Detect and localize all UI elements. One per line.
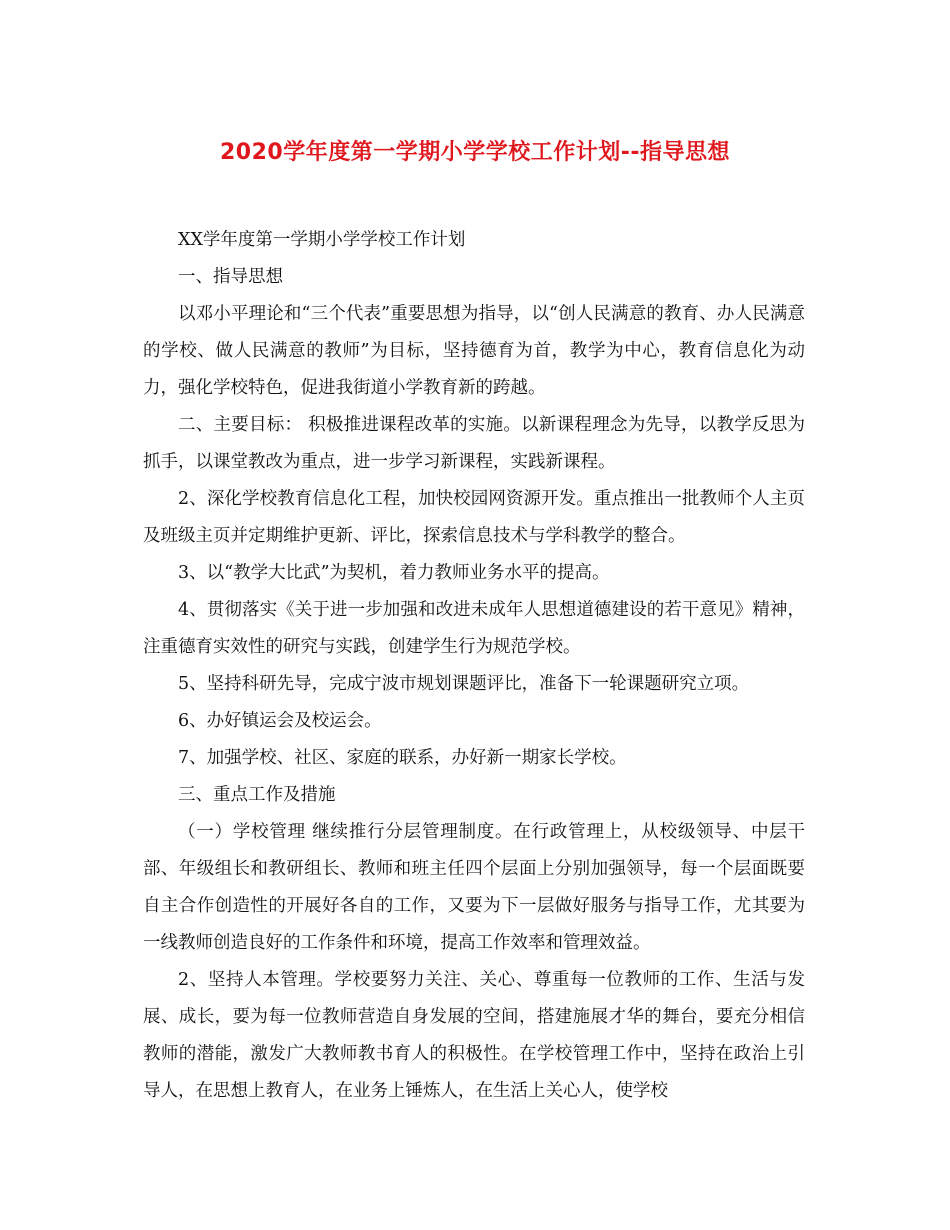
paragraph: 二、主要目标： 积极推进课程改革的实施。以新课程理念为先导，以教学反思为抓手，以课堂教改为重点，进一步学习新课程，实践新课程。 (143, 415, 805, 472)
paragraph: 以邓小平理论和“三个代表”重要思想为指导，以“创人民满意的教育、办人民满意的学校、做人民满意的教师”为目标，坚持德育为首，教学为中心，教育信息化为动力，强化学校特色，促进我街道小学教育新的跨越。 (143, 304, 805, 398)
document-body (143, 222, 805, 1110)
paragraph: （一）学校管理 继续推行分层管理制度。在行政管理上，从校级领导、中层干部、年级组长和教研组长、教师和班主任四个层面上分别加强领导，每一个层面既要自主合作创造性的开展好各自的工作，又要为下一层做好服务与指导工作，尤其要为一线教师创造良好的工作条件和环境，提高工作效率和管理效益。 (143, 822, 805, 953)
paragraph: 6、办好镇运会及校运会。 (178, 711, 382, 731)
paragraph: 2、坚持人本管理。学校要努力关注、关心、尊重每一位教师的工作、生活与发展、成长，要为每一位教师营造自身发展的空间，搭建施展才华的舞台，要充分相信教师的潜能，激发广大教师教书育人的积极性。在学校管理工作中，坚持在政治上引导人，在思想上教育人，在业务上锤炼人，在生活上关心人，使学校 (143, 970, 805, 1101)
paragraph: 5、坚持科研先导，完成宁波市规划课题评比，准备下一轮课题研究立项。 (178, 674, 750, 694)
paragraph: 三、重点工作及措施 (178, 785, 336, 805)
paragraph: XX学年度第一学期小学学校工作计划 (178, 230, 466, 250)
paragraph: 2、深化学校教育信息化工程，加快校园网资源开发。重点推出一批教师个人主页及班级主页并定期维护更新、评比，探索信息技术与学科教学的整合。 (143, 489, 805, 546)
paragraph: 一、指导思想 (178, 267, 283, 287)
paragraph: 4、贯彻落实《关于进一步加强和改进未成年人思想道德建设的若干意见》精神，注重德育实效性的研究与实践，创建学生行为规范学校。 (143, 600, 805, 657)
document-title: 2020学年度第一学期小学学校工作计划--指导思想 (220, 140, 730, 165)
paragraph: 7、加强学校、社区、家庭的联系，办好新一期家长学校。 (178, 748, 627, 768)
paragraph: 3、以“教学大比武”为契机，着力教师业务水平的提高。 (178, 563, 610, 583)
